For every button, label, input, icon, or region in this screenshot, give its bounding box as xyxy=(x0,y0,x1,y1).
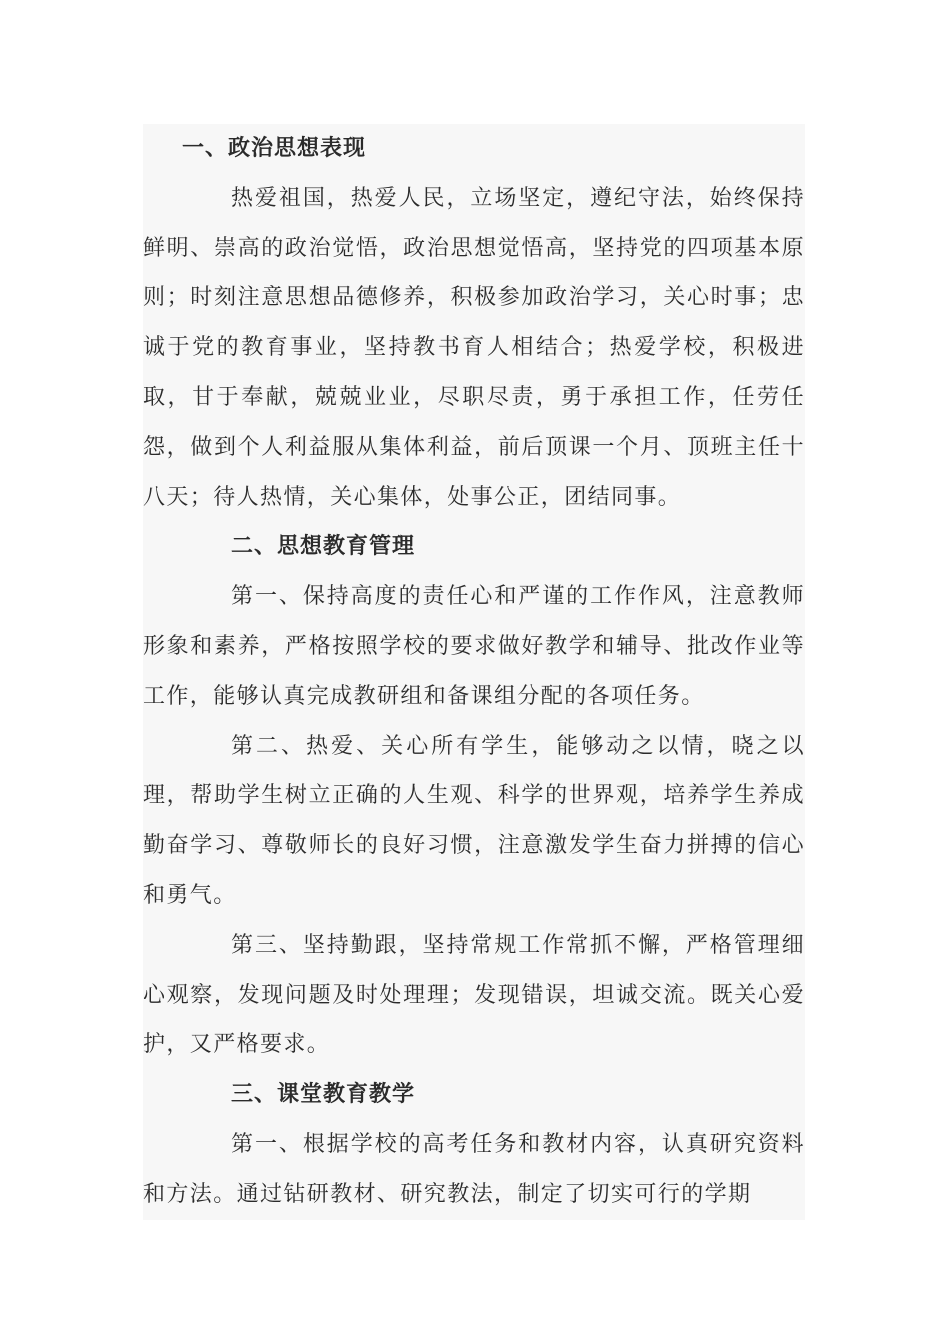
section-heading-ideological: 二、思想教育管理 xyxy=(231,534,416,560)
paragraph: 第三、坚持勤跟，坚持常规工作常抓不懈，严格管理细心观察，发现问题及时处理理；发现错误，坦诚交流。既关心爱护，又严格要求。 xyxy=(143,932,805,1058)
paragraph: 热爱祖国，热爱人民，立场坚定，遵纪守法，始终保持鲜明、崇高的政治觉悟，政治思想觉悟高，坚持党的四项基本原则；时刻注意思想品德修养，积极参加政治学习，关心时事；忠诚于党的教育事业，坚持教书育人相结合；热爱学校，积极进取，甘于奉献，兢兢业业，尽职尽责，勇于承担工作，任劳任怨，做到个人利益服从集体利益，前后顶课一个月、顶班主任十八天；待人热情，关心集体，处事公正，团结同事。 xyxy=(143,185,805,510)
paragraph: 第一、保持高度的责任心和严谨的工作作风，注意教师形象和素养，严格按照学校的要求做好教学和辅导、批改作业等工作，能够认真完成教研组和备课组分配的各项任务。 xyxy=(143,584,805,709)
section-heading-classroom: 三、课堂教育教学 xyxy=(231,1082,416,1108)
paragraph: 第二、热爱、关心所有学生，能够动之以情，晓之以理，帮助学生树立正确的人生观、科学的世界观，培养学生养成勤奋学习、尊敬师长的良好习惯，注意激发学生奋力拼搏的信心和勇气。 xyxy=(143,733,805,908)
paragraph: 第一、根据学校的高考任务和教材内容，认真研究资料和方法。通过钻研教材、研究教法，制定了切实可行的学期 xyxy=(143,1131,805,1207)
document-body xyxy=(143,124,805,1220)
section-heading-political: 一、政治思想表现 xyxy=(182,136,367,161)
